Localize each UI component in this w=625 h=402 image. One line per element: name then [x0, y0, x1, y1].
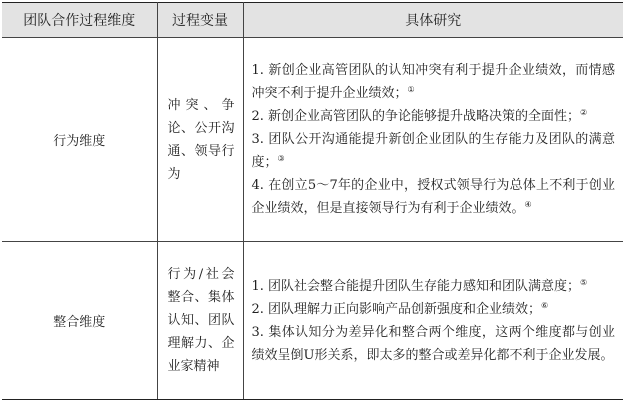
- footnote-marker: ⑥: [541, 300, 549, 310]
- research-item: 4. 在创立5～7年的企业中，授权式领导行为总体上不利于创业企业绩效，但是直接领导行为有利于企业绩效。④: [251, 178, 615, 216]
- table-row: [2, 242, 623, 400]
- footnote-marker: ②: [580, 108, 588, 117]
- research-item: 3. 团队公开沟通能提升新创企业团队的生存能力及团队的满意度；③: [251, 132, 615, 170]
- footnote-marker: ④: [524, 200, 532, 209]
- research-item: 1. 团队社会整合能提升团队生存能力感知和团队满意度；⑤: [251, 277, 588, 294]
- footnote-marker: ③: [277, 154, 285, 163]
- dimension-cell: 整合维度: [2, 242, 157, 400]
- footnote-marker: ①: [407, 85, 415, 94]
- header-row: [2, 3, 623, 38]
- variable-cell: 冲突、争论、公开沟通、领导行为: [157, 38, 243, 242]
- variable-cell: 行为/社会整合、集体认知、团队理解力、企业家精神: [157, 242, 243, 400]
- header-variable: 过程变量: [157, 3, 243, 38]
- header-research: 具体研究: [243, 3, 623, 38]
- research-cell: [243, 242, 623, 400]
- research-table: [2, 2, 623, 400]
- research-cell: [243, 38, 623, 242]
- dimension-cell: 行为维度: [2, 38, 157, 242]
- research-item: 1. 新创企业高管团队的认知冲突有利于提升企业绩效，而情感冲突不利于提升企业绩效；①: [251, 63, 615, 101]
- research-item: 3. 集体认知分为差异化和整合两个维度，这两个维度都与创业绩效呈倒U形关系，即太多的整合或差异化都不利于企业发展。: [251, 324, 615, 363]
- table-row: [2, 38, 623, 242]
- research-item: 2. 团队理解力正向影响产品创新强度和企业绩效；⑥: [251, 300, 549, 317]
- header-dimension: 团队合作过程维度: [2, 3, 157, 38]
- footnote-marker: ⑤: [580, 277, 588, 287]
- research-item: 2. 新创企业高管团队的争论能够提升战略决策的全面性；②: [251, 108, 588, 124]
